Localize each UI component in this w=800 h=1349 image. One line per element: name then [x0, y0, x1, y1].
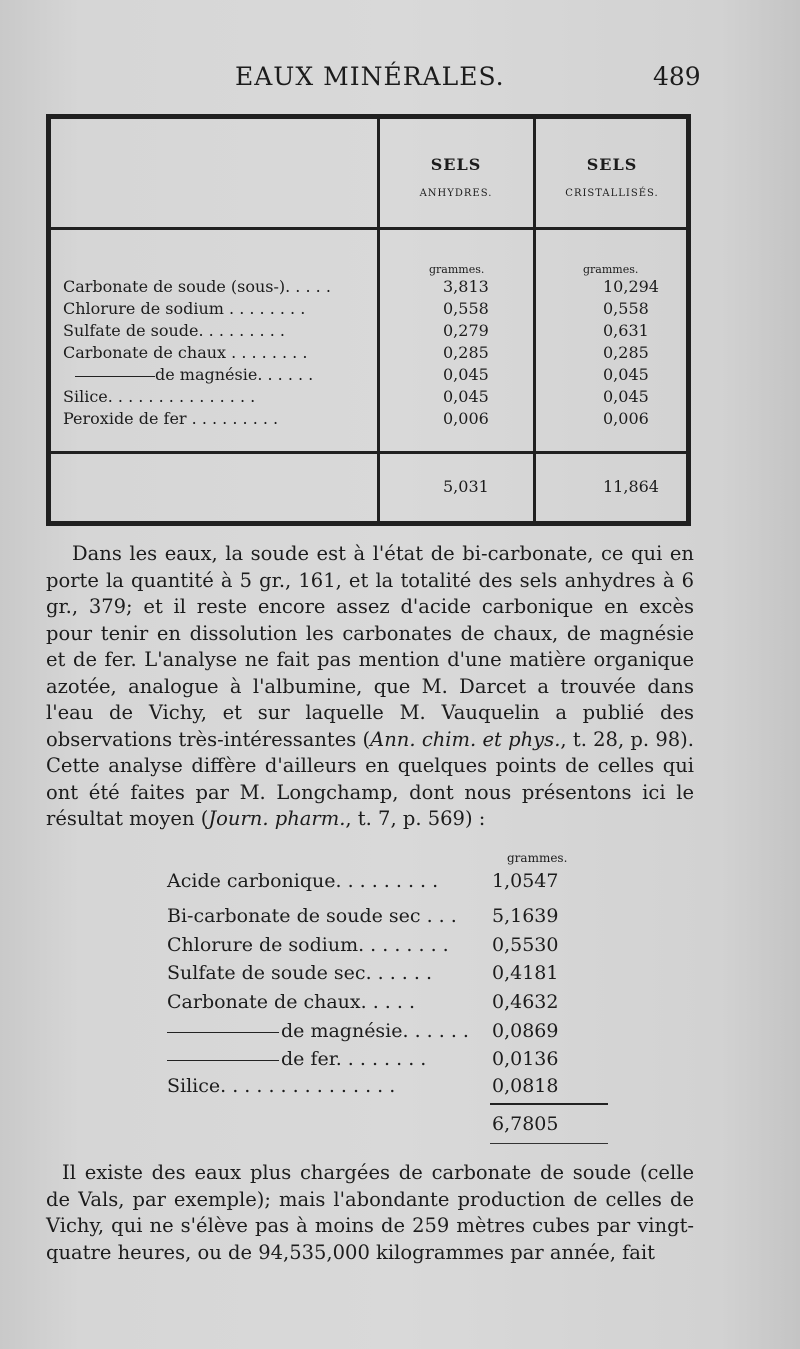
list-item: Carbonate de chaux. . . . . 0,4632 — [167, 991, 559, 1013]
list-item: de magnésie. . . . . . 0,0869 — [167, 1020, 647, 1047]
running-title: EAUX MINÉRALES. — [235, 62, 505, 91]
table-row: Carbonate de soude (sous-). . . . . 3,813 10,294 — [63, 277, 659, 296]
list-item: Acide carbonique. . . . . . . . . 1,0547 — [167, 870, 559, 892]
table-row: Silice. . . . . . . . . . . . . . . 0,045 0,045 — [63, 387, 649, 406]
total-rule — [51, 451, 686, 454]
salts-table — [46, 114, 691, 526]
total-underline — [490, 1143, 608, 1144]
table-row: Peroxide de fer . . . . . . . . . 0,006 0,006 — [63, 409, 649, 428]
list-item: Chlorure de sodium. . . . . . . . 0,5530 — [167, 934, 559, 956]
journal-reference: Ann. chim. et phys. — [370, 727, 561, 751]
paragraph-vichy: Il existe des eaux plus chargées de carbonate de soude (celle de Vals, par exemple); mais l'abondante production de celles de Vichy, qui ne s'élève pas à moins de 259 mètres cubes par vingt-quatre heures, ou de 94,535,000 kilogrammes par année, fait — [46, 1161, 694, 1264]
list-total: 6,7805 — [492, 1113, 559, 1135]
unit-label: grammes. — [583, 263, 639, 276]
table-row: de magnésie. . . . . . 0,045 0,045 — [63, 365, 683, 387]
page-header — [0, 62, 800, 102]
page-number: 489 — [653, 62, 701, 91]
table-row: Carbonate de chaux . . . . . . . . 0,285 0,285 — [63, 343, 649, 362]
column-header-cristallises: SELS CRISTALLISÉS. — [565, 155, 659, 199]
ditto-dash — [167, 1060, 279, 1061]
list-item: Sulfate de soude sec. . . . . . 0,4181 — [167, 962, 559, 984]
list-item: de fer. . . . . . . . 0,0136 — [167, 1048, 647, 1075]
list-item: Bi-carbonate de soude sec . . . 5,1639 — [167, 905, 559, 927]
column-header-anhydres: SELS ANHYDRES. — [419, 155, 493, 199]
sum-rule — [490, 1103, 608, 1105]
journal-reference: Journ. pharm. — [208, 807, 346, 830]
paragraph-analysis: Dans les eaux, la soude est à l'état de bi-carbonate, ce qui en porte la quantité à 5 gr., 161, et la totalité des sels anhydres à 6 gr., 379; et il reste encore assez d'acide carbonique en excès pour tenir en dissolution les carbonates de chaux, de magnésie et de fer. L'analyse ne fait pas mention d'une matière organique azotée, analogue à l'albumine, que M. Darcet a trouvée dans l'eau de Vichy, et sur laquelle M. Vauquelin a publié des observations très-intéressantes (Ann. chim. et phys., t. 28, p. 98). Cette analyse diffère d'ailleurs en quelques points de celles qui ont été faites par M. Longchamp, dont nous présentons ici le résultat moyen (Journ. pharm., t. 7, p. 569) : — [46, 542, 694, 830]
table-row: Sulfate de soude. . . . . . . . . 0,279 0,631 — [63, 321, 649, 340]
list-item: Silice. . . . . . . . . . . . . . . 0,0818 — [167, 1075, 559, 1097]
header-rule — [51, 227, 686, 230]
table-row: Chlorure de sodium . . . . . . . . 0,558 0,558 — [63, 299, 649, 318]
unit-label: grammes. — [507, 851, 568, 865]
unit-label: grammes. — [429, 263, 485, 276]
ditto-dash — [167, 1032, 279, 1033]
table-total-row: 5,031 11,864 — [443, 477, 659, 496]
